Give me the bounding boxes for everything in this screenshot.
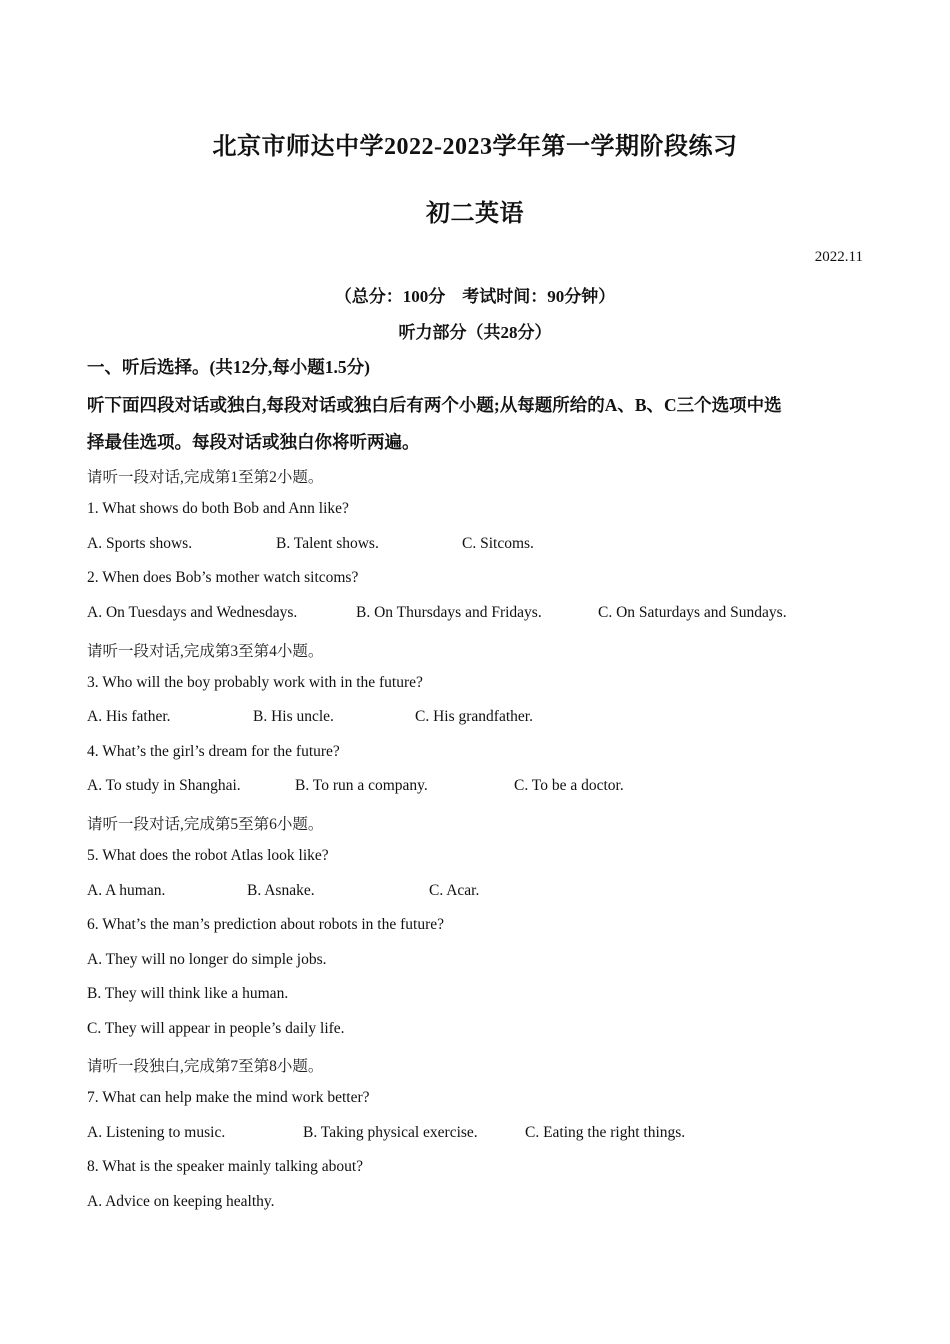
question-text: 7. What can help make the mind work better? (87, 1089, 370, 1106)
option-a: A. A human. (87, 882, 166, 899)
option-a: A. They will no longer do simple jobs. (87, 951, 327, 968)
option-c: C. Eating the right things. (525, 1124, 686, 1141)
option-b: B. His uncle. (253, 708, 334, 725)
option-c: C. To be a doctor. (514, 777, 624, 794)
score-info: （总分：100分 考试时间：90分钟） (334, 287, 616, 306)
part1-instruction-cont: 择最佳选项。每段对话或独白你将听两遍。 (87, 432, 420, 452)
option-c: C. They will appear in people’s daily life. (87, 1020, 345, 1037)
question-text: 3. Who will the boy probably work with in the future? (87, 674, 423, 691)
option-a: A. To study in Shanghai. (87, 777, 241, 794)
option-b: B. Taking physical exercise. (303, 1124, 478, 1141)
part1-instruction: 听下面四段对话或独白,每段对话或独白后有两个小题;从每题所给的A、B、C三个选项中选 (87, 395, 782, 415)
question-text: 4. What’s the girl’s dream for the future? (87, 743, 340, 760)
exam-title: 北京市师达中学2022-2023学年第一学期阶段练习 (212, 134, 738, 160)
subject-title: 初二英语 (426, 201, 524, 227)
group-intro: 请听一段对话,完成第3至第4小题。 (87, 643, 324, 660)
option-a: A. Sports shows. (87, 535, 193, 552)
option-a: A. His father. (87, 708, 171, 725)
group-intro: 请听一段对话,完成第1至第2小题。 (87, 469, 324, 486)
exam-date: 2022.11 (814, 249, 863, 265)
question-text: 2. When does Bob’s mother watch sitcoms? (87, 569, 359, 586)
option-a: A. Listening to music. (87, 1124, 226, 1141)
group-intro: 请听一段对话,完成第5至第6小题。 (87, 816, 324, 833)
option-a: A. On Tuesdays and Wednesdays. (87, 604, 298, 621)
option-c: C. Sitcoms. (462, 535, 534, 552)
option-c: C. Acar. (429, 882, 480, 899)
option-b: B. They will think like a human. (87, 985, 289, 1002)
option-b: B. Asnake. (247, 882, 315, 899)
question-text: 8. What is the speaker mainly talking about? (87, 1158, 364, 1175)
question-text: 6. What’s the man’s prediction about robots in the future? (87, 916, 444, 933)
question-text: 1. What shows do both Bob and Ann like? (87, 500, 349, 517)
question-text: 5. What does the robot Atlas look like? (87, 847, 329, 864)
option-b: B. Talent shows. (276, 535, 379, 552)
section-title: 听力部分（共28分） (398, 323, 552, 342)
option-b: B. To run a company. (295, 777, 428, 794)
option-c: C. His grandfather. (415, 708, 533, 725)
part1-heading: 一、听后选择。(共12分,每小题1.5分) (87, 357, 370, 377)
option-a: A. Advice on keeping healthy. (87, 1193, 275, 1210)
option-c: C. On Saturdays and Sundays. (598, 604, 787, 621)
option-b: B. On Thursdays and Fridays. (356, 604, 542, 621)
group-intro: 请听一段独白,完成第7至第8小题。 (87, 1058, 324, 1075)
